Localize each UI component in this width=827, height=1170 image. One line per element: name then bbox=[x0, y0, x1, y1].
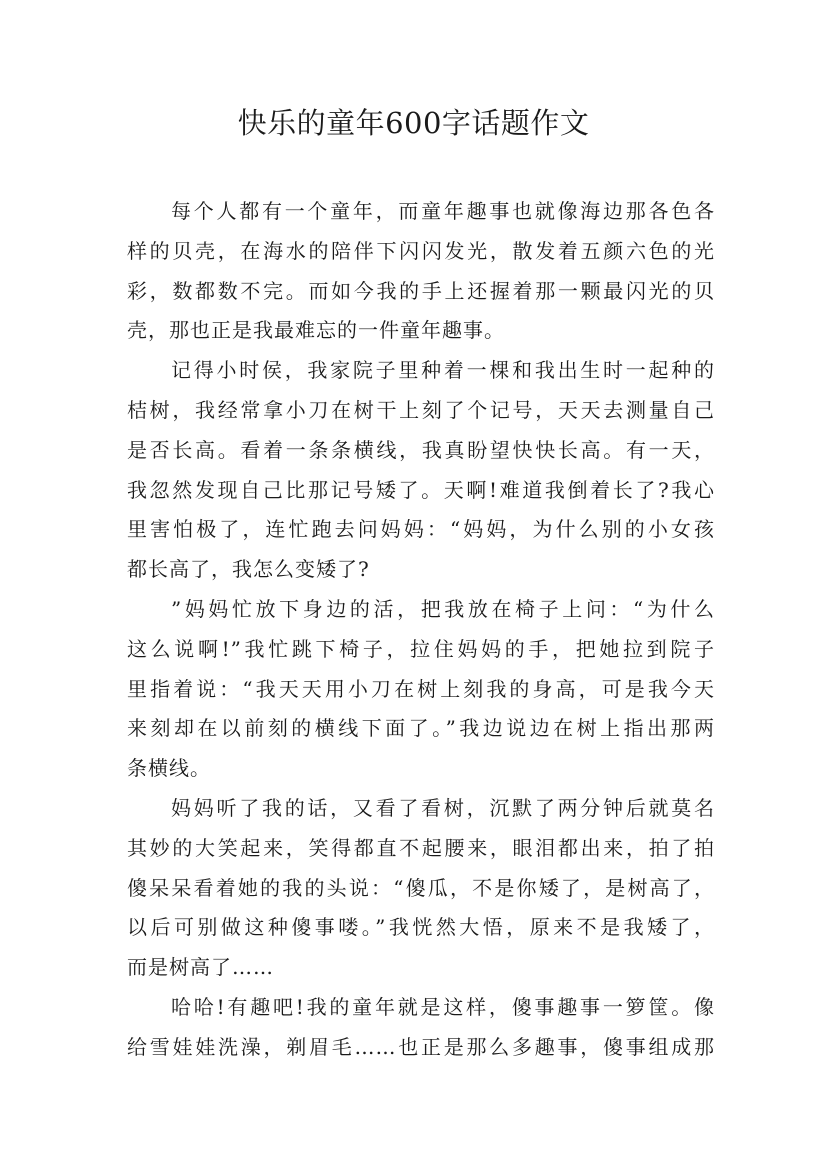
text-line: 桔树，我经常拿小刀在树干上刻了个记号，天天去测量自己 bbox=[127, 397, 715, 422]
text-line: ”妈妈忙放下身边的活，把我放在椅子上问：“为什么 bbox=[171, 596, 715, 621]
paragraph-4 bbox=[127, 789, 715, 988]
text-line: 哈哈!有趣吧!我的童年就是这样，傻事趣事一箩筐。像 bbox=[171, 994, 715, 1019]
text-line: 是否长高。看着一条条横线，我真盼望快快长高。有一天， bbox=[127, 437, 715, 462]
paragraph-2 bbox=[127, 351, 715, 590]
paragraph-1 bbox=[127, 192, 715, 351]
text-line: 壳，那也正是我最难忘的一件童年趣事。 bbox=[127, 318, 505, 343]
document-title: 快乐的童年600字话题作文 bbox=[237, 106, 590, 140]
paragraph-3 bbox=[127, 590, 715, 789]
text-line: 以后可别做这种傻事喽。”我恍然大悟，原来不是我矮了， bbox=[127, 915, 715, 940]
text-line: 都长高了，我怎么变矮了? bbox=[127, 557, 370, 582]
text-line: 样的贝壳，在海水的陪伴下闪闪发光，散发着五颜六色的光 bbox=[127, 238, 715, 263]
text-line: 这么说啊!”我忙跳下椅子，拉住妈妈的手，把她拉到院子 bbox=[127, 636, 715, 661]
text-line: 条横线。 bbox=[127, 756, 211, 781]
text-line: 我忽然发现自己比那记号矮了。天啊!难道我倒着长了?我心 bbox=[127, 477, 715, 502]
text-line: 给雪娃娃洗澡，剃眉毛……也正是那么多趣事，傻事组成那 bbox=[127, 1034, 715, 1059]
text-line: 其妙的大笑起来，笑得都直不起腰来，眼泪都出来，拍了拍 bbox=[127, 835, 715, 860]
text-line: 里害怕极了，连忙跑去问妈妈：“妈妈，为什么别的小女孩 bbox=[127, 517, 715, 542]
text-line: 彩，数都数不完。而如今我的手上还握着那一颗最闪光的贝 bbox=[127, 278, 715, 303]
text-line: 来刻却在以前刻的横线下面了。”我边说边在树上指出那两 bbox=[127, 716, 715, 741]
text-line: 而是树高了…… bbox=[127, 955, 274, 980]
text-line: 记得小时侯，我家院子里种着一棵和我出生时一起种的 bbox=[171, 358, 715, 383]
essay-body bbox=[127, 192, 715, 1068]
text-line: 里指着说：“我天天用小刀在树上刻我的身高，可是我今天 bbox=[127, 676, 715, 701]
paragraph-5 bbox=[127, 988, 715, 1068]
text-line: 妈妈听了我的话，又看了看树，沉默了两分钟后就莫名 bbox=[171, 795, 715, 820]
text-line: 每个人都有一个童年，而童年趣事也就像海边那各色各 bbox=[171, 199, 715, 223]
text-line: 傻呆呆看着她的我的头说：“傻瓜，不是你矮了，是树高了， bbox=[127, 875, 715, 900]
